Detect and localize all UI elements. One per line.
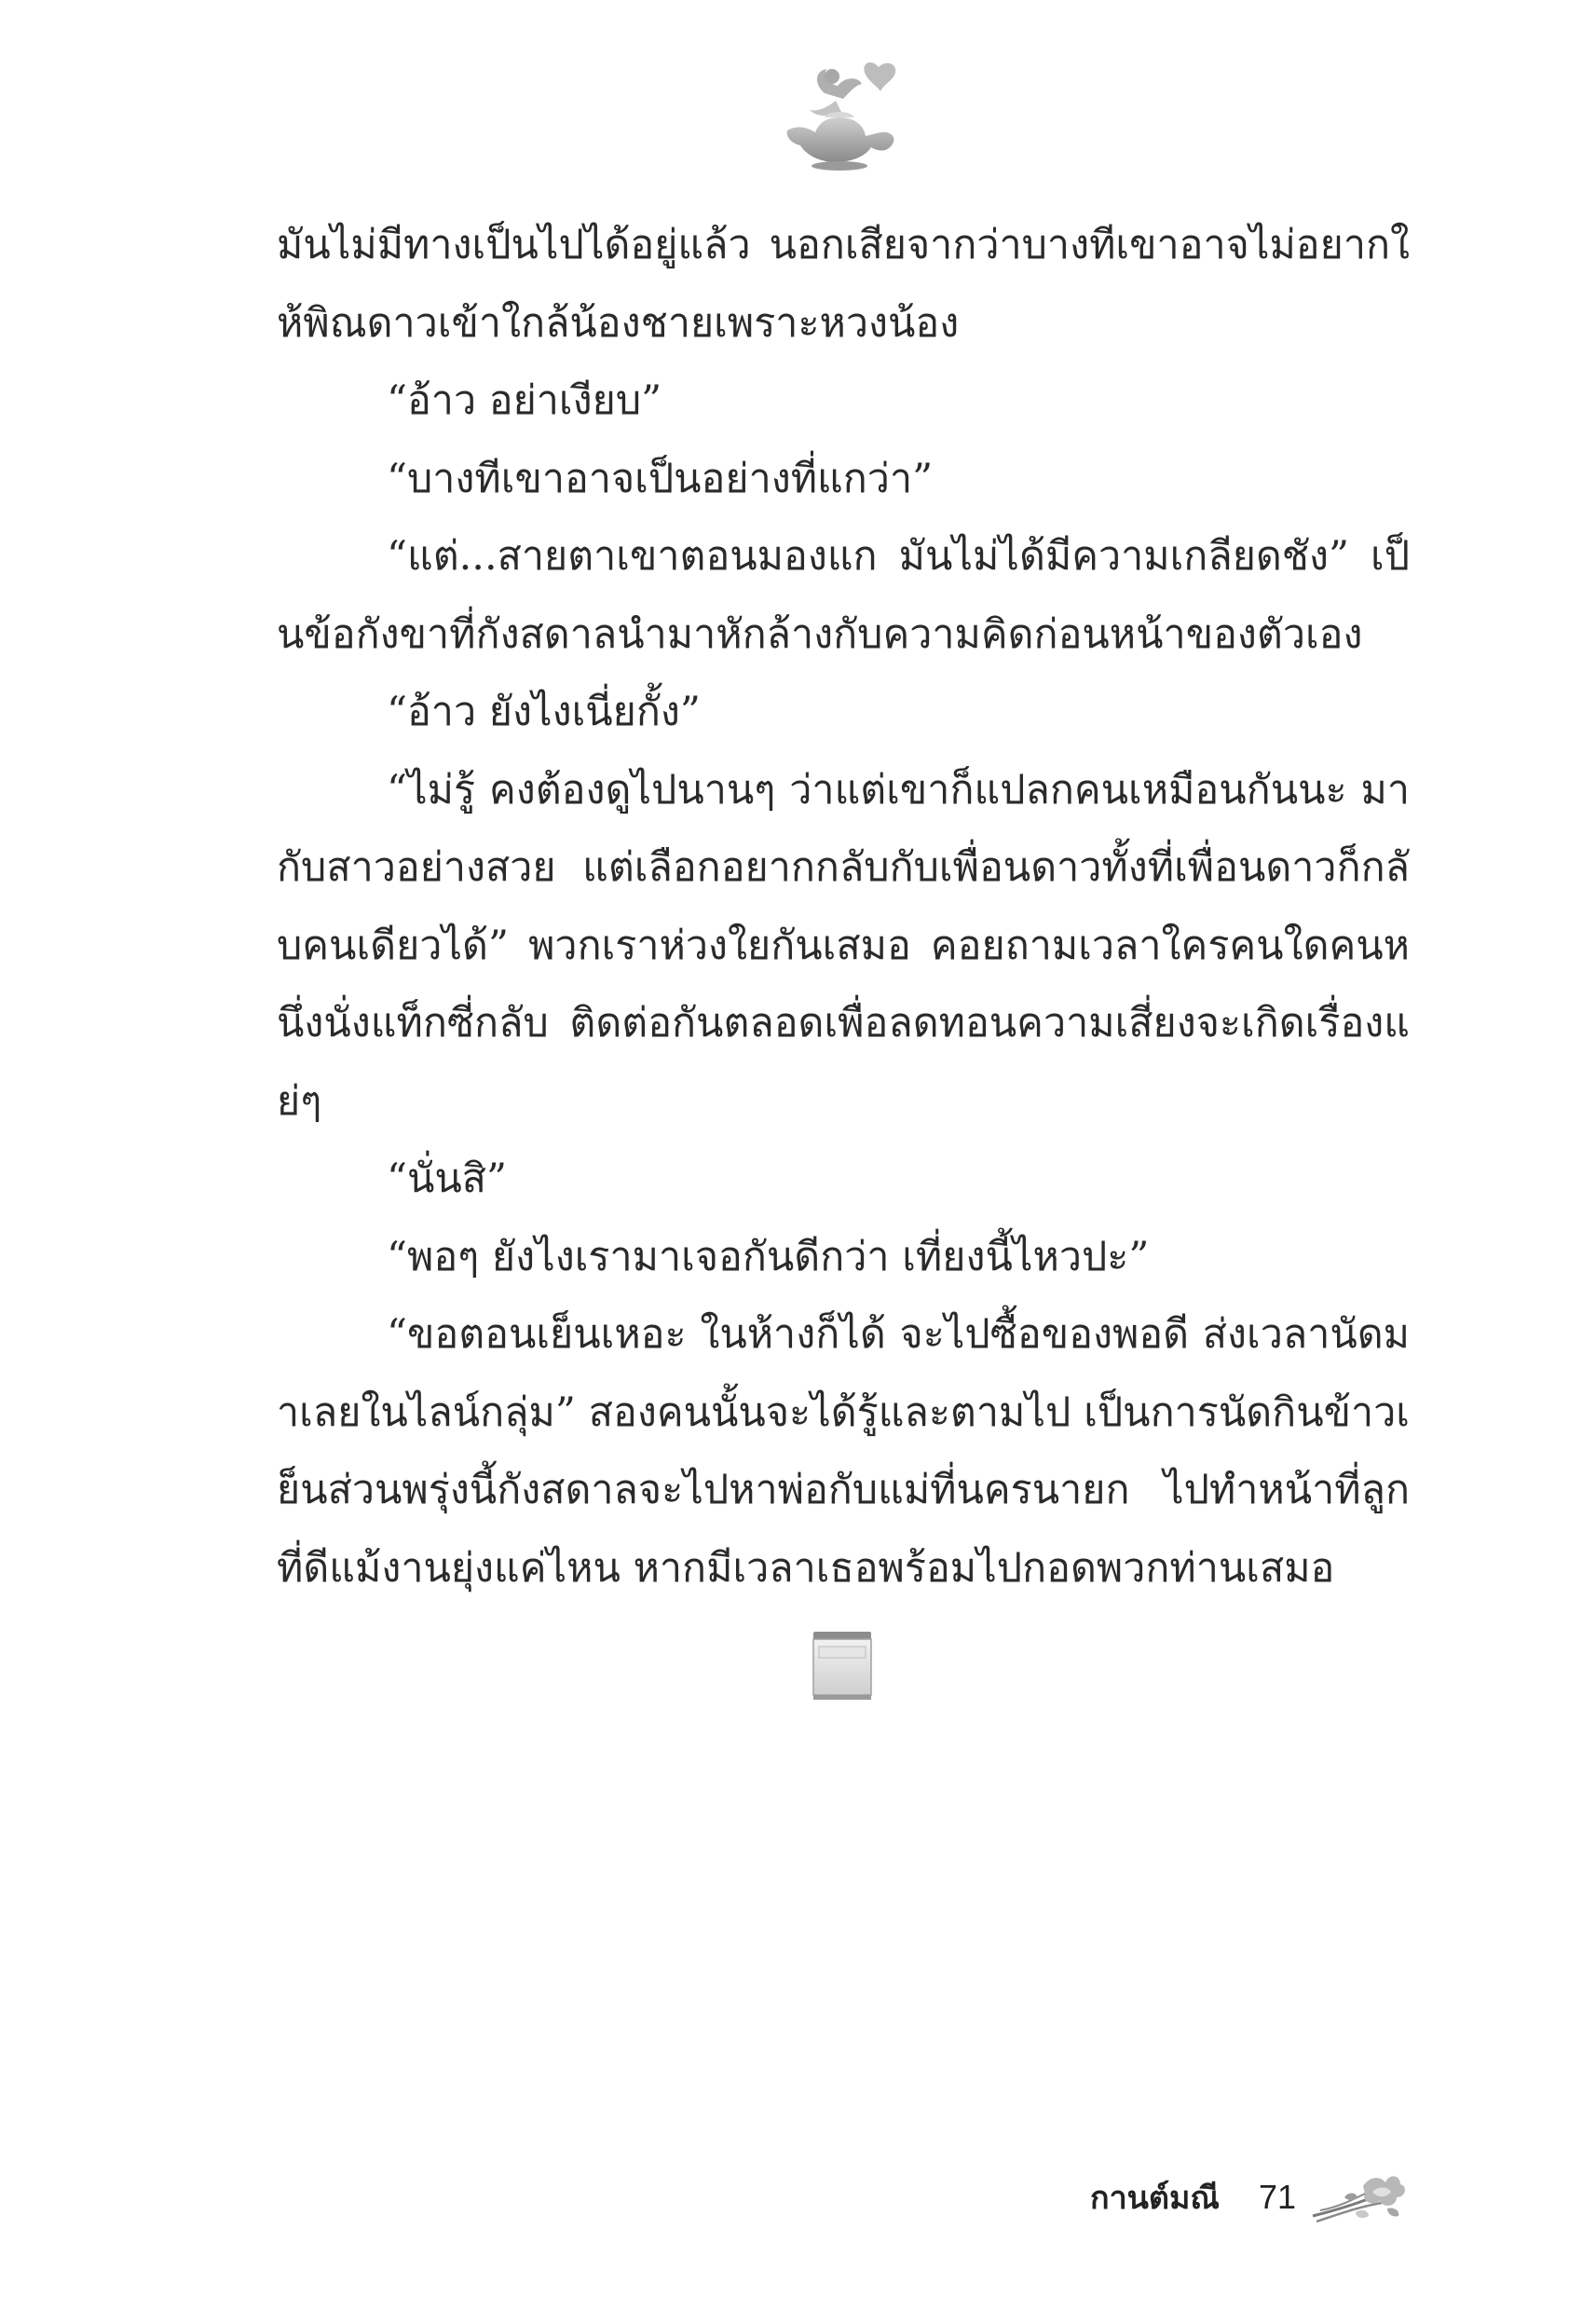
paragraph: “อ้าว ยังไงเนี่ยกั้ง” bbox=[387, 689, 701, 735]
magic-lamp-cupid-icon bbox=[769, 56, 908, 172]
paragraph: “บางทีเขาอาจเป็นอย่างที่แกว่า” bbox=[387, 455, 934, 502]
body-text bbox=[277, 207, 1410, 1607]
paragraph: “ไม่รู้ คงต้องดูไปนานๆ ว่าแต่เขาก็แปลกคนเหมือนกันนะ มากับสาวอย่างสวย แต่เลือกอยากกลับกับเพื่อนดาวทั้งที่เพื่อนดาวก็กลับคนเดียวได้” พวกเราห่วงใยกันเสมอ คอยถามเวลาใครคนใดคนหนึ่งนั่งแท็กซี่กลับ ติดต่อกันตลอดเพื่อลดทอนความเสี่ยงจะเกิดเรื่องแย่ๆ bbox=[277, 766, 1410, 1125]
paragraph: “แต่...สายตาเขาตอนมองแก มันไม่ได้มีความเกลียดชัง” เป็นข้อกังขาที่กังสดาลนำมาหักล้างกับความคิดก่อนหน้าของตัวเอง bbox=[277, 533, 1410, 658]
page-number: 71 bbox=[1258, 2178, 1296, 2216]
paragraph: มันไม่มีทางเป็นไปได้อยู่แล้ว นอกเสียจากว่าบางทีเขาอาจไม่อยากให้พิณดาวเข้าใกล้น้องชายเพราะหวงน้อง bbox=[277, 222, 1410, 347]
paragraph: “อ้าว อย่าเงียบ” bbox=[387, 377, 662, 424]
bed-icon bbox=[810, 1628, 875, 1702]
paragraph: “พอๆ ยังไงเรามาเจอกันดีกว่า เที่ยงนี้ไหวปะ” bbox=[387, 1233, 1150, 1280]
paragraph: “ขอตอนเย็นเหอะ ในห้างก็ได้ จะไปซื้อของพอดี ส่งเวลานัดมาเลยในไลน์กลุ่ม” สองคนนั้นจะได้รู้และตามไป เป็นการนัดกินข้าวเย็นส่วนพรุ่งนี้กังสดาลจะไปหาพ่อกับแม่ที่นครนายก ไปทำหน้าที่ลูกที่ดีแม้งานยุ่งแค่ไหน หากมีเวลาเธอพร้อมไปกอดพวกท่านเสมอ bbox=[277, 1311, 1410, 1592]
paragraph: “นั่นสิ” bbox=[387, 1156, 507, 1202]
book-title: กานต์มณี bbox=[1089, 2180, 1220, 2217]
flower-bouquet-icon bbox=[1307, 2160, 1410, 2235]
page-footer bbox=[1090, 2160, 1410, 2235]
